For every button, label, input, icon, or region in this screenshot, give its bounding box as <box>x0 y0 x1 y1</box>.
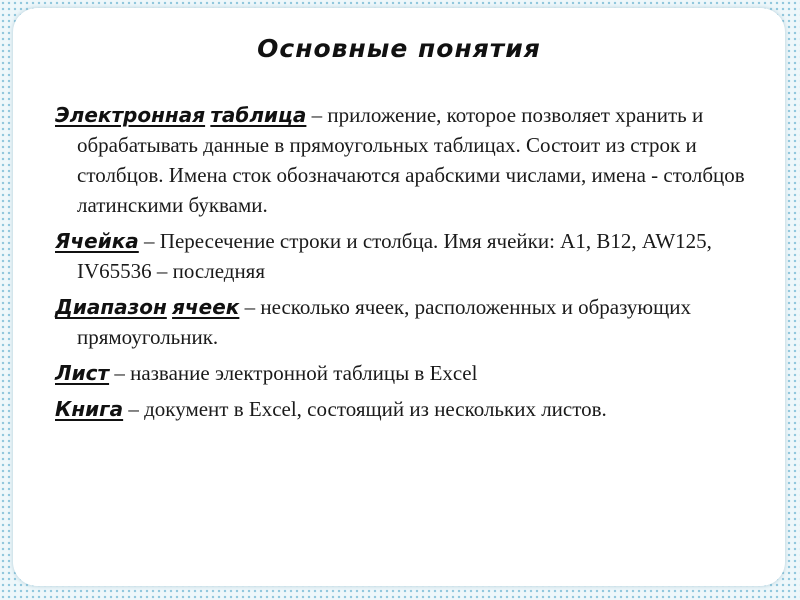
definition-cell <box>55 226 755 286</box>
slide-title: Основные понятия <box>257 34 541 63</box>
term-word: Диапазон <box>55 295 167 319</box>
term-word: Книга <box>55 397 124 421</box>
definition-cell-range <box>55 292 755 352</box>
definition-workbook <box>55 394 755 424</box>
term-word: Электронная <box>55 103 206 127</box>
definition-sheet <box>55 358 755 388</box>
definition-text: – документ в Excel, состоящий из нескольких листов. <box>128 397 607 421</box>
definition-text: – название электронной таблицы в Excel <box>114 361 478 385</box>
slide-card <box>13 8 785 586</box>
definition-spreadsheet <box>55 100 755 220</box>
term-word: ячеек <box>172 295 240 319</box>
definition-text: – Пересечение строки и столбца. Имя ячейки: А1, В12, AW125, IV65536 – последняя <box>77 229 712 283</box>
definition-list <box>55 100 755 430</box>
definition-text: – приложение, которое позволяет хранить и обрабатывать данные в прямоугольных таблицах. Состоит из строк и столбцов. Имена сток обозначаются арабскими числами, имена - столбцов латинскими буквами. <box>77 103 745 217</box>
term-word: Ячейка <box>55 229 139 253</box>
term-word: Лист <box>55 361 110 385</box>
definition-text: – несколько ячеек, расположенных и образующих прямоугольник. <box>77 295 692 349</box>
term-word: таблица <box>210 103 307 127</box>
